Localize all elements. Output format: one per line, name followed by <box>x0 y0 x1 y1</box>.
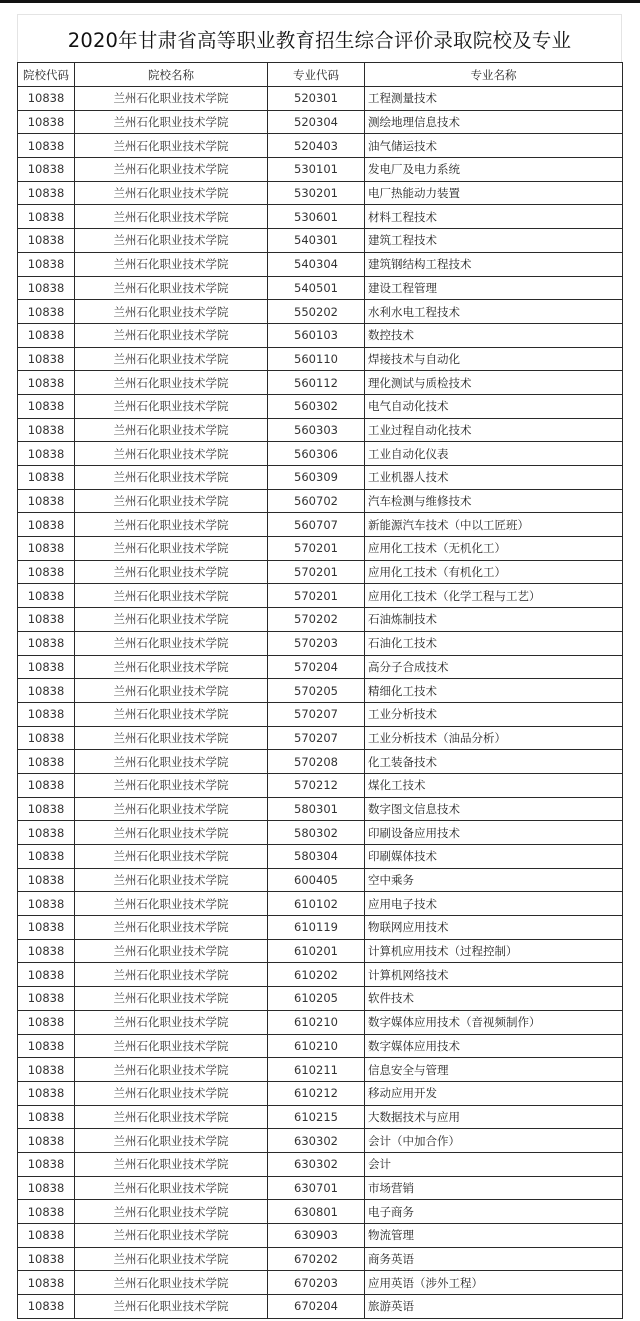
major-code-cell: 560103 <box>268 323 365 347</box>
school-name-cell: 兰州石化职业技术学院 <box>75 702 268 726</box>
school-code-cell: 10838 <box>18 1010 75 1034</box>
school-name-cell: 兰州石化职业技术学院 <box>75 1152 268 1176</box>
school-name-cell: 兰州石化职业技术学院 <box>75 276 268 300</box>
school-name-cell: 兰州石化职业技术学院 <box>75 229 268 253</box>
major-code-cell: 610202 <box>268 963 365 987</box>
school-name-cell: 兰州石化职业技术学院 <box>75 726 268 750</box>
school-name-cell: 兰州石化职业技术学院 <box>75 631 268 655</box>
major-name-cell: 电厂热能动力装置 <box>365 181 623 205</box>
school-code-cell: 10838 <box>18 466 75 490</box>
table-row <box>18 1081 623 1105</box>
school-code-cell: 10838 <box>18 1176 75 1200</box>
table-row <box>18 1224 623 1248</box>
major-code-cell: 580301 <box>268 797 365 821</box>
header-major-code: 专业代码 <box>268 63 365 87</box>
major-code-cell: 630903 <box>268 1224 365 1248</box>
table-row <box>18 1010 623 1034</box>
major-code-cell: 570212 <box>268 773 365 797</box>
school-code-cell: 10838 <box>18 1129 75 1153</box>
school-name-cell: 兰州石化职业技术学院 <box>75 987 268 1011</box>
school-code-cell: 10838 <box>18 726 75 750</box>
document-title: 2020年甘肃省高等职业教育招生综合评价录取院校及专业 <box>17 14 622 62</box>
school-code-cell: 10838 <box>18 797 75 821</box>
school-code-cell: 10838 <box>18 584 75 608</box>
school-code-cell: 10838 <box>18 1105 75 1129</box>
school-code-cell: 10838 <box>18 252 75 276</box>
table-row <box>18 513 623 537</box>
major-name-cell: 新能源汽车技术（中以工匠班） <box>365 513 623 537</box>
major-code-cell: 560702 <box>268 489 365 513</box>
major-name-cell: 油气储运技术 <box>365 134 623 158</box>
major-code-cell: 570205 <box>268 679 365 703</box>
table-row <box>18 655 623 679</box>
major-code-cell: 560303 <box>268 418 365 442</box>
major-name-cell: 空中乘务 <box>365 868 623 892</box>
major-code-cell: 610210 <box>268 1010 365 1034</box>
school-code-cell: 10838 <box>18 229 75 253</box>
school-code-cell: 10838 <box>18 158 75 182</box>
school-code-cell: 10838 <box>18 1200 75 1224</box>
major-code-cell: 530201 <box>268 181 365 205</box>
major-name-cell: 电子商务 <box>365 1200 623 1224</box>
school-code-cell: 10838 <box>18 1295 75 1319</box>
school-name-cell: 兰州石化职业技术学院 <box>75 181 268 205</box>
major-name-cell: 计算机网络技术 <box>365 963 623 987</box>
major-name-cell: 工业分析技术（油品分析） <box>365 726 623 750</box>
major-name-cell: 工业分析技术 <box>365 702 623 726</box>
table-row <box>18 442 623 466</box>
school-name-cell: 兰州石化职业技术学院 <box>75 1271 268 1295</box>
table-row <box>18 134 623 158</box>
major-code-cell: 610215 <box>268 1105 365 1129</box>
major-code-cell: 570207 <box>268 702 365 726</box>
table-row <box>18 916 623 940</box>
major-name-cell: 应用英语（涉外工程） <box>365 1271 623 1295</box>
school-name-cell: 兰州石化职业技术学院 <box>75 466 268 490</box>
table-row <box>18 229 623 253</box>
school-code-cell: 10838 <box>18 750 75 774</box>
admissions-table <box>17 62 623 1319</box>
major-code-cell: 560309 <box>268 466 365 490</box>
major-name-cell: 大数据技术与应用 <box>365 1105 623 1129</box>
table-row <box>18 1152 623 1176</box>
table-row <box>18 1271 623 1295</box>
major-name-cell: 高分子合成技术 <box>365 655 623 679</box>
major-code-cell: 570208 <box>268 750 365 774</box>
table-row <box>18 1247 623 1271</box>
major-code-cell: 570207 <box>268 726 365 750</box>
major-name-cell: 物流管理 <box>365 1224 623 1248</box>
major-code-cell: 570203 <box>268 631 365 655</box>
major-code-cell: 550202 <box>268 300 365 324</box>
school-name-cell: 兰州石化职业技术学院 <box>75 1129 268 1153</box>
major-name-cell: 软件技术 <box>365 987 623 1011</box>
table-row <box>18 1295 623 1319</box>
school-name-cell: 兰州石化职业技术学院 <box>75 821 268 845</box>
school-code-cell: 10838 <box>18 868 75 892</box>
major-code-cell: 530601 <box>268 205 365 229</box>
major-name-cell: 测绘地理信息技术 <box>365 110 623 134</box>
major-name-cell: 化工装备技术 <box>365 750 623 774</box>
major-name-cell: 工业自动化仪表 <box>365 442 623 466</box>
school-code-cell: 10838 <box>18 276 75 300</box>
major-code-cell: 560707 <box>268 513 365 537</box>
major-code-cell: 530101 <box>268 158 365 182</box>
school-code-cell: 10838 <box>18 1034 75 1058</box>
major-code-cell: 560110 <box>268 347 365 371</box>
table-row <box>18 181 623 205</box>
school-code-cell: 10838 <box>18 87 75 111</box>
school-name-cell: 兰州石化职业技术学院 <box>75 1224 268 1248</box>
major-name-cell: 石油炼制技术 <box>365 608 623 632</box>
major-name-cell: 印刷设备应用技术 <box>365 821 623 845</box>
school-name-cell: 兰州石化职业技术学院 <box>75 418 268 442</box>
table-row <box>18 489 623 513</box>
header-school-name: 院校名称 <box>75 63 268 87</box>
table-row <box>18 821 623 845</box>
school-code-cell: 10838 <box>18 916 75 940</box>
major-code-cell: 610102 <box>268 892 365 916</box>
school-code-cell: 10838 <box>18 110 75 134</box>
school-name-cell: 兰州石化职业技术学院 <box>75 1295 268 1319</box>
school-name-cell: 兰州石化职业技术学院 <box>75 560 268 584</box>
school-name-cell: 兰州石化职业技术学院 <box>75 110 268 134</box>
major-name-cell: 石油化工技术 <box>365 631 623 655</box>
major-code-cell: 540304 <box>268 252 365 276</box>
school-code-cell: 10838 <box>18 773 75 797</box>
school-name-cell: 兰州石化职业技术学院 <box>75 655 268 679</box>
school-name-cell: 兰州石化职业技术学院 <box>75 1010 268 1034</box>
major-name-cell: 工业机器人技术 <box>365 466 623 490</box>
school-name-cell: 兰州石化职业技术学院 <box>75 1200 268 1224</box>
major-name-cell: 物联网应用技术 <box>365 916 623 940</box>
school-name-cell: 兰州石化职业技术学院 <box>75 513 268 537</box>
school-code-cell: 10838 <box>18 1224 75 1248</box>
table-row <box>18 205 623 229</box>
school-name-cell: 兰州石化职业技术学院 <box>75 584 268 608</box>
major-code-cell: 580302 <box>268 821 365 845</box>
major-name-cell: 电气自动化技术 <box>365 394 623 418</box>
major-code-cell: 560306 <box>268 442 365 466</box>
table-row <box>18 845 623 869</box>
major-name-cell: 工程测量技术 <box>365 87 623 111</box>
major-code-cell: 570201 <box>268 537 365 561</box>
major-name-cell: 应用化工技术（无机化工） <box>365 537 623 561</box>
table-row <box>18 584 623 608</box>
school-code-cell: 10838 <box>18 631 75 655</box>
major-code-cell: 600405 <box>268 868 365 892</box>
school-name-cell: 兰州石化职业技术学院 <box>75 1034 268 1058</box>
major-code-cell: 540501 <box>268 276 365 300</box>
school-code-cell: 10838 <box>18 1058 75 1082</box>
major-name-cell: 印刷媒体技术 <box>365 845 623 869</box>
school-code-cell: 10838 <box>18 1271 75 1295</box>
school-name-cell: 兰州石化职业技术学院 <box>75 394 268 418</box>
school-code-cell: 10838 <box>18 418 75 442</box>
school-code-cell: 10838 <box>18 300 75 324</box>
school-name-cell: 兰州石化职业技术学院 <box>75 845 268 869</box>
school-code-cell: 10838 <box>18 560 75 584</box>
major-name-cell: 旅游英语 <box>365 1295 623 1319</box>
table-row <box>18 1105 623 1129</box>
major-name-cell: 煤化工技术 <box>365 773 623 797</box>
school-code-cell: 10838 <box>18 134 75 158</box>
table-row <box>18 702 623 726</box>
table-row <box>18 110 623 134</box>
table-row <box>18 987 623 1011</box>
major-name-cell: 市场营销 <box>365 1176 623 1200</box>
table-row <box>18 868 623 892</box>
school-code-cell: 10838 <box>18 1247 75 1271</box>
table-row <box>18 1058 623 1082</box>
header-school-code: 院校代码 <box>18 63 75 87</box>
school-name-cell: 兰州石化职业技术学院 <box>75 679 268 703</box>
major-code-cell: 570201 <box>268 584 365 608</box>
school-code-cell: 10838 <box>18 608 75 632</box>
major-name-cell: 建筑钢结构工程技术 <box>365 252 623 276</box>
school-code-cell: 10838 <box>18 892 75 916</box>
major-code-cell: 570204 <box>268 655 365 679</box>
major-name-cell: 会计（中加合作） <box>365 1129 623 1153</box>
school-code-cell: 10838 <box>18 537 75 561</box>
school-code-cell: 10838 <box>18 1152 75 1176</box>
table-row <box>18 1176 623 1200</box>
major-code-cell: 570201 <box>268 560 365 584</box>
school-name-cell: 兰州石化职业技术学院 <box>75 1247 268 1271</box>
table-row <box>18 300 623 324</box>
school-name-cell: 兰州石化职业技术学院 <box>75 134 268 158</box>
school-code-cell: 10838 <box>18 489 75 513</box>
table-row <box>18 1200 623 1224</box>
table-row <box>18 323 623 347</box>
major-code-cell: 670202 <box>268 1247 365 1271</box>
school-name-cell: 兰州石化职业技术学院 <box>75 537 268 561</box>
school-name-cell: 兰州石化职业技术学院 <box>75 442 268 466</box>
major-code-cell: 630302 <box>268 1152 365 1176</box>
major-name-cell: 理化测试与质检技术 <box>365 371 623 395</box>
table-row <box>18 939 623 963</box>
major-name-cell: 材料工程技术 <box>365 205 623 229</box>
major-code-cell: 520301 <box>268 87 365 111</box>
major-name-cell: 应用化工技术（有机化工） <box>365 560 623 584</box>
major-code-cell: 610205 <box>268 987 365 1011</box>
school-name-cell: 兰州石化职业技术学院 <box>75 158 268 182</box>
school-name-cell: 兰州石化职业技术学院 <box>75 892 268 916</box>
table-row <box>18 418 623 442</box>
school-code-cell: 10838 <box>18 394 75 418</box>
table-row <box>18 750 623 774</box>
school-name-cell: 兰州石化职业技术学院 <box>75 371 268 395</box>
school-name-cell: 兰州石化职业技术学院 <box>75 773 268 797</box>
table-row <box>18 1129 623 1153</box>
school-code-cell: 10838 <box>18 1081 75 1105</box>
school-name-cell: 兰州石化职业技术学院 <box>75 963 268 987</box>
table-row <box>18 892 623 916</box>
table-row <box>18 797 623 821</box>
school-name-cell: 兰州石化职业技术学院 <box>75 939 268 963</box>
school-name-cell: 兰州石化职业技术学院 <box>75 1058 268 1082</box>
major-name-cell: 精细化工技术 <box>365 679 623 703</box>
school-name-cell: 兰州石化职业技术学院 <box>75 205 268 229</box>
school-code-cell: 10838 <box>18 845 75 869</box>
major-code-cell: 610211 <box>268 1058 365 1082</box>
table-row <box>18 537 623 561</box>
school-name-cell: 兰州石化职业技术学院 <box>75 252 268 276</box>
major-code-cell: 560302 <box>268 394 365 418</box>
table-row <box>18 963 623 987</box>
major-name-cell: 数字媒体应用技术（音视频制作） <box>365 1010 623 1034</box>
major-name-cell: 数字媒体应用技术 <box>365 1034 623 1058</box>
table-row <box>18 394 623 418</box>
major-name-cell: 工业过程自动化技术 <box>365 418 623 442</box>
major-name-cell: 水利水电工程技术 <box>365 300 623 324</box>
major-name-cell: 建筑工程技术 <box>365 229 623 253</box>
table-row <box>18 276 623 300</box>
major-name-cell: 会计 <box>365 1152 623 1176</box>
major-code-cell: 630302 <box>268 1129 365 1153</box>
school-code-cell: 10838 <box>18 181 75 205</box>
school-code-cell: 10838 <box>18 702 75 726</box>
major-code-cell: 520403 <box>268 134 365 158</box>
school-name-cell: 兰州石化职业技术学院 <box>75 868 268 892</box>
major-code-cell: 580304 <box>268 845 365 869</box>
school-code-cell: 10838 <box>18 963 75 987</box>
document <box>17 14 622 1319</box>
school-name-cell: 兰州石化职业技术学院 <box>75 916 268 940</box>
major-name-cell: 计算机应用技术（过程控制） <box>365 939 623 963</box>
table-row <box>18 679 623 703</box>
table-row <box>18 158 623 182</box>
school-name-cell: 兰州石化职业技术学院 <box>75 1176 268 1200</box>
table-row <box>18 252 623 276</box>
major-code-cell: 610119 <box>268 916 365 940</box>
school-name-cell: 兰州石化职业技术学院 <box>75 323 268 347</box>
table-row <box>18 466 623 490</box>
school-name-cell: 兰州石化职业技术学院 <box>75 347 268 371</box>
school-code-cell: 10838 <box>18 205 75 229</box>
major-name-cell: 商务英语 <box>365 1247 623 1271</box>
major-name-cell: 应用电子技术 <box>365 892 623 916</box>
major-code-cell: 520304 <box>268 110 365 134</box>
table-body <box>18 87 623 1319</box>
major-code-cell: 540301 <box>268 229 365 253</box>
school-code-cell: 10838 <box>18 513 75 537</box>
table-row <box>18 631 623 655</box>
major-code-cell: 670204 <box>268 1295 365 1319</box>
major-code-cell: 630701 <box>268 1176 365 1200</box>
table-row <box>18 87 623 111</box>
major-name-cell: 应用化工技术（化学工程与工艺） <box>365 584 623 608</box>
major-code-cell: 610210 <box>268 1034 365 1058</box>
top-edge-bar <box>0 0 640 3</box>
school-code-cell: 10838 <box>18 679 75 703</box>
major-code-cell: 610212 <box>268 1081 365 1105</box>
major-code-cell: 560112 <box>268 371 365 395</box>
school-name-cell: 兰州石化职业技术学院 <box>75 489 268 513</box>
table-row <box>18 1034 623 1058</box>
major-code-cell: 630801 <box>268 1200 365 1224</box>
school-code-cell: 10838 <box>18 939 75 963</box>
major-name-cell: 焊接技术与自动化 <box>365 347 623 371</box>
school-code-cell: 10838 <box>18 987 75 1011</box>
table-row <box>18 608 623 632</box>
school-code-cell: 10838 <box>18 442 75 466</box>
school-code-cell: 10838 <box>18 655 75 679</box>
major-code-cell: 610201 <box>268 939 365 963</box>
major-name-cell: 汽车检测与维修技术 <box>365 489 623 513</box>
major-name-cell: 数字图文信息技术 <box>365 797 623 821</box>
major-name-cell: 数控技术 <box>365 323 623 347</box>
header-major-name: 专业名称 <box>365 63 623 87</box>
table-row <box>18 371 623 395</box>
major-name-cell: 移动应用开发 <box>365 1081 623 1105</box>
major-code-cell: 670203 <box>268 1271 365 1295</box>
table-row <box>18 773 623 797</box>
school-name-cell: 兰州石化职业技术学院 <box>75 87 268 111</box>
school-name-cell: 兰州石化职业技术学院 <box>75 1105 268 1129</box>
school-name-cell: 兰州石化职业技术学院 <box>75 797 268 821</box>
table-header-row <box>18 63 623 87</box>
table-row <box>18 347 623 371</box>
school-name-cell: 兰州石化职业技术学院 <box>75 300 268 324</box>
school-code-cell: 10838 <box>18 371 75 395</box>
table-row <box>18 560 623 584</box>
table-row <box>18 726 623 750</box>
major-code-cell: 570202 <box>268 608 365 632</box>
school-code-cell: 10838 <box>18 821 75 845</box>
major-name-cell: 信息安全与管理 <box>365 1058 623 1082</box>
school-code-cell: 10838 <box>18 347 75 371</box>
major-name-cell: 发电厂及电力系统 <box>365 158 623 182</box>
school-name-cell: 兰州石化职业技术学院 <box>75 750 268 774</box>
school-name-cell: 兰州石化职业技术学院 <box>75 1081 268 1105</box>
major-name-cell: 建设工程管理 <box>365 276 623 300</box>
school-code-cell: 10838 <box>18 323 75 347</box>
school-name-cell: 兰州石化职业技术学院 <box>75 608 268 632</box>
